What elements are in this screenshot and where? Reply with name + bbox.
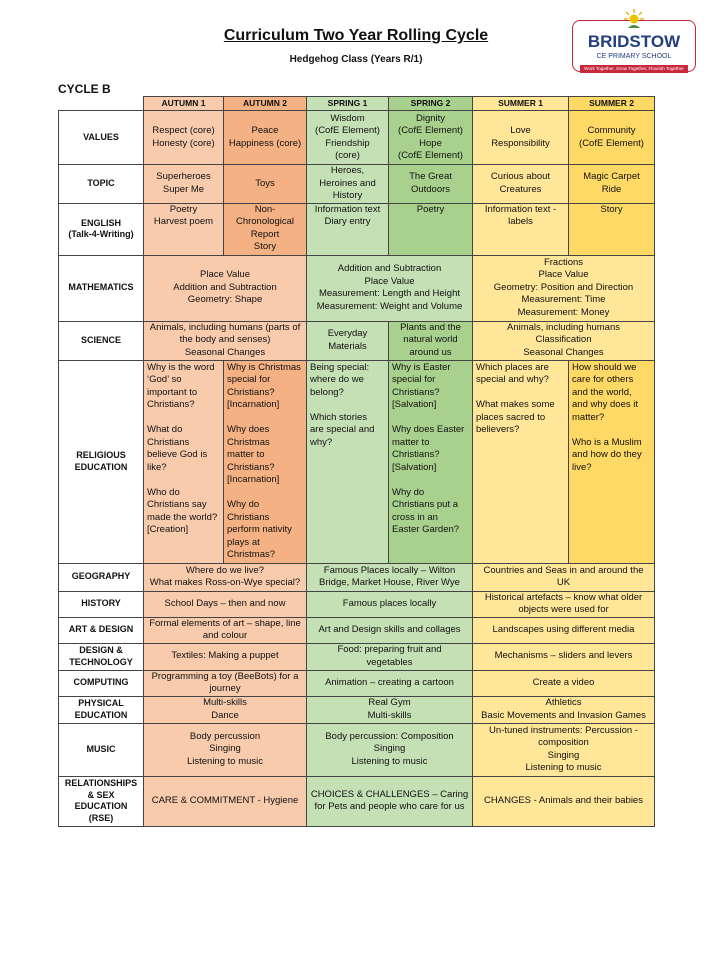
table-cell: Animals, including humans Classification Seasonal Changes (473, 321, 655, 360)
table-cell: Where do we live? What makes Ross-on-Wye special? (144, 563, 307, 591)
column-header: SPRING 1 (307, 97, 389, 111)
table-row (59, 360, 655, 563)
table-cell: Toys (224, 165, 307, 204)
column-header: SUMMER 2 (569, 97, 655, 111)
table-cell: Community (CofE Element) (569, 111, 655, 165)
table-row (59, 776, 655, 826)
curriculum-table (58, 96, 655, 827)
table-cell: Countries and Seas in and around the UK (473, 563, 655, 591)
table-cell: Animals, including humans (parts of the body and senses) Seasonal Changes (144, 321, 307, 360)
table-cell: CARE & COMMITMENT - Hygiene (144, 776, 307, 826)
table-cell: Magic Carpet Ride (569, 165, 655, 204)
row-header: TOPIC (59, 165, 144, 204)
table-cell: Mechanisms – sliders and levers (473, 643, 655, 670)
table-cell: Landscapes using different media (473, 617, 655, 643)
table-cell: Place Value Addition and Subtraction Geometry: Shape (144, 255, 307, 321)
table-row (59, 670, 655, 696)
table-cell: Why is Christmas special for Christians? [Incarnation] Why does Christmas matter to Christians? [Incarnation] Why do Christians perform nativity plays at Christmas? (224, 360, 307, 563)
table-cell: Real Gym Multi-skills (307, 696, 473, 723)
table-cell: Animation – creating a cartoon (307, 670, 473, 696)
table-cell: Peace Happiness (core) (224, 111, 307, 165)
table-cell: Everyday Materials (307, 321, 389, 360)
table-row (59, 203, 655, 255)
row-header: ART & DESIGN (59, 617, 144, 643)
table-cell: Programming a toy (BeeBots) for a journey (144, 670, 307, 696)
row-header: GEOGRAPHY (59, 563, 144, 591)
table-cell: Love Responsibility (473, 111, 569, 165)
table-cell: The Great Outdoors (389, 165, 473, 204)
table-cell: Which places are special and why? What makes some places sacred to believers? (473, 360, 569, 563)
row-header: MUSIC (59, 723, 144, 776)
logo-motto: Work Together, Grow Together, Flourish Together (580, 65, 688, 73)
table-cell: Information text Diary entry (307, 203, 389, 255)
table-row (59, 591, 655, 617)
row-header: COMPUTING (59, 670, 144, 696)
logo-name: BRIDSTOW (587, 32, 681, 51)
table-cell: Art and Design skills and collages (307, 617, 473, 643)
table-cell: Dignity (CofE Element) Hope (CofE Element) (389, 111, 473, 165)
table-row (59, 617, 655, 643)
row-header: DESIGN & TECHNOLOGY (59, 643, 144, 670)
table-cell: Body percussion: Composition Singing Listening to music (307, 723, 473, 776)
row-header: ENGLISH (Talk-4-Writing) (59, 203, 144, 255)
column-header: AUTUMN 1 (144, 97, 224, 111)
row-header: RELIGIOUS EDUCATION (59, 360, 144, 563)
row-header: SCIENCE (59, 321, 144, 360)
table-row (59, 255, 655, 321)
table-cell: Why is Easter special for Christians? [Salvation] Why does Easter matter to Christians? [Salvation] Why do Christians put a cross in an Easter Garden? (389, 360, 473, 563)
table-cell: Multi-skills Dance (144, 696, 307, 723)
page-title: Curriculum Two Year Rolling Cycle (223, 27, 489, 44)
table-cell: Poetry (389, 203, 473, 255)
table-cell: Famous Places locally – Wilton Bridge, Market House, River Wye (307, 563, 473, 591)
row-header: MATHEMATICS (59, 255, 144, 321)
column-header: SUMMER 1 (473, 97, 569, 111)
table-cell: Poetry Harvest poem (144, 203, 224, 255)
sun-emblem-icon (622, 8, 646, 30)
table-cell: Famous places locally (307, 591, 473, 617)
table-cell: Non- Chronological Report Story (224, 203, 307, 255)
table-cell: Story (569, 203, 655, 255)
table-cell: Athletics Basic Movements and Invasion Games (473, 696, 655, 723)
table-cell: Addition and Subtraction Place Value Measurement: Length and Height Measurement: Weight and Volume (307, 255, 473, 321)
table-cell: School Days – then and now (144, 591, 307, 617)
header-row (59, 97, 655, 111)
table-row (59, 165, 655, 204)
table-row (59, 723, 655, 776)
cycle-label: CYCLE B (58, 82, 111, 96)
table-cell: Heroes, Heroines and History (307, 165, 389, 204)
row-header: HISTORY (59, 591, 144, 617)
table-cell: Un-tuned instruments: Percussion - composition Singing Listening to music (473, 723, 655, 776)
table-cell: How should we care for others and the world, and why does it matter? Who is a Muslim and how do they live? (569, 360, 655, 563)
table-cell: Plants and the natural world around us (389, 321, 473, 360)
table-cell: Being special: where do we belong? Which stories are special and why? (307, 360, 389, 563)
table-cell: Information text - labels (473, 203, 569, 255)
row-header: VALUES (59, 111, 144, 165)
table-cell: CHANGES - Animals and their babies (473, 776, 655, 826)
page-subtitle: Hedgehog Class (Years R/1) (289, 54, 423, 65)
table-cell: CHOICES & CHALLENGES – Caring for Pets and people who care for us (307, 776, 473, 826)
logo-subtitle: CE PRIMARY SCHOOL (596, 53, 672, 60)
table-cell: Create a video (473, 670, 655, 696)
table-cell: Historical artefacts – know what older objects were used for (473, 591, 655, 617)
school-logo (572, 8, 696, 74)
column-header: SPRING 2 (389, 97, 473, 111)
table-cell: Why is the word ‘God’ so important to Christians? What do Christians believe God is like? Who do Christians say made the world? [Creation] (144, 360, 224, 563)
table-row (59, 111, 655, 165)
table-cell: Formal elements of art – shape, line and colour (144, 617, 307, 643)
table-cell: Body percussion Singing Listening to music (144, 723, 307, 776)
table-cell: Wisdom (CofE Element) Friendship (core) (307, 111, 389, 165)
table-cell: Textiles: Making a puppet (144, 643, 307, 670)
row-header: PHYSICAL EDUCATION (59, 696, 144, 723)
table-cell: Respect (core) Honesty (core) (144, 111, 224, 165)
table-cell: Superheroes Super Me (144, 165, 224, 204)
table-cell: Curious about Creatures (473, 165, 569, 204)
table-cell: Fractions Place Value Geometry: Position and Direction Measurement: Time Measurement: Money (473, 255, 655, 321)
table-row (59, 696, 655, 723)
row-header: RELATIONSHIPS & SEX EDUCATION (RSE) (59, 776, 144, 826)
table-row (59, 321, 655, 360)
column-header: AUTUMN 2 (224, 97, 307, 111)
table-cell: Food: preparing fruit and vegetables (307, 643, 473, 670)
table-row (59, 643, 655, 670)
table-row (59, 563, 655, 591)
corner-cell (59, 97, 144, 111)
